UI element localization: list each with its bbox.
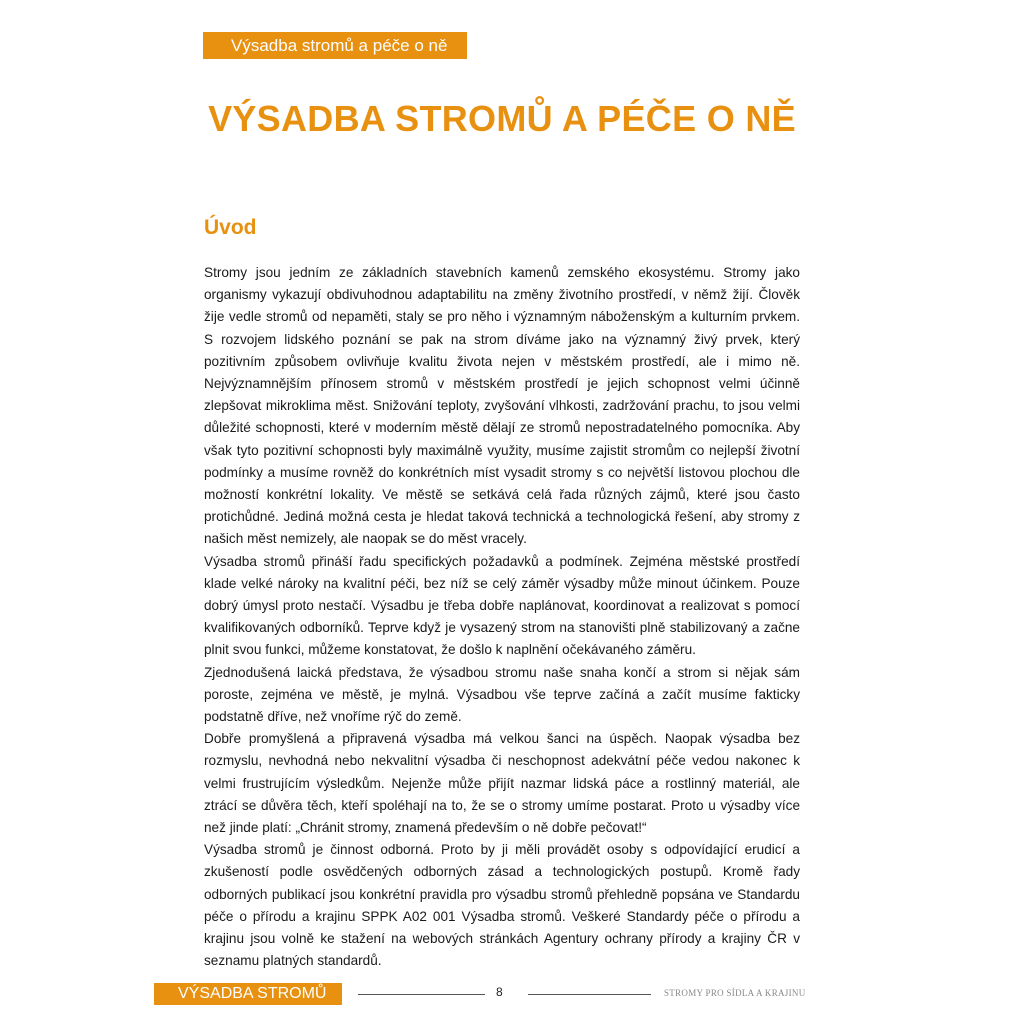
paragraph: Výsadba stromů přináší řadu specifických požadavků a podmínek. Zejména městské prostředí klade velké nároky na kvalitní péči, bez níž se celý záměr výsadby může minout účinkem. Pouze dobrý úmysl proto nestačí. Výsadbu je třeba dobře naplánovat, koordinovat a realizovat s pomocí kvalifikovaných odborníků. Teprve když je vysazený strom na stanovišti plně stabilizovaný a začne plnit svou funkci, můžeme konstatovat, že došlo k naplnění očekávaného záměru. xyxy=(204,553,800,658)
paragraph: Stromy jsou jedním ze základních stavebních kamenů zemského ekosystému. Stromy jako organismy vykazují obdivuhodnou adaptabilitu na změny životního prostředí, v němž žijí. Člověk žije vedle stromů od nepaměti, staly se pro něho i významným náboženským a kulturním prvkem. S rozvojem lidského poznání se pak na strom díváme jako na významný živý prvek, který pozitivním způsobem ovlivňuje kvalitu života nejen v městském prostředí, ale i mimo ně. Nejvýznamnějším přínosem stromů v městském prostředí je jejich schopnost velmi účinně zlepšovat mikroklima měst. Snižování teploty, zvyšování vlhkosti, zadržování prachu, to jsou velmi důležité schopnosti, které v moderním městě dělají ze stromů nepostradatelného pomocníka. Aby však tyto pozitivní schopnosti byly maximálně využity, musíme zajistit stromům co nejlepší životní podmínky a musíme rovněž do konkrétních míst vysadit stromy s co největší listovou plochou dle možností konkrétní lokality. Ve městě se setkává celá řada různých zájmů, které jsou často protichůdné. Jediná možná cesta je hledat taková technická a technologická řešení, aby stromy z našich měst nemizely, ale naopak se do měst vracely. xyxy=(204,265,800,547)
footer-divider-right xyxy=(528,994,651,995)
running-header: Výsadba stromů a péče o ně xyxy=(203,32,467,59)
page-number: 8 xyxy=(496,985,503,999)
footer-divider-left xyxy=(358,994,485,995)
paragraph: Dobře promyšlená a připravená výsadba má velkou šanci na úspěch. Naopak výsadba bez rozmyslu, nevhodná nebo nekvalitní výsadba či neschopnost adekvátní péče vedou nakonec k velmi frustrujícím výsledkům. Nejenže může přijít nazmar lidská páce a rostlinný materiál, ale ztrácí se důvěra těch, kteří spoléhají na to, že se o stromy umíme postarat. Proto u výsadby více než jinde platí: „Chránit stromy, znamená především o ně dobře pečovat!“ xyxy=(204,731,800,836)
paragraph: Výsadba stromů je činnost odborná. Proto by ji měli provádět osoby s odpovídající erudicí a zkušeností podle osvědčených odborných zásad a technologických postupů. Kromě řady odborných publikací jsou konkrétní pravidla pro výsadbu stromů přehledně popsána ve Standardu péče o přírodu a krajinu SPPK A02 001 Výsadba stromů. Veškeré Standardy péče o přírodu a krajinu jsou volně ke stažení na webových stránkách Agentury ochrany přírody a krajiny ČR v seznamu platných standardů. xyxy=(204,842,800,969)
footer-series-title: STROMY PRO SÍDLA A KRAJINU xyxy=(664,988,806,998)
footer-chapter-label: VÝSADBA STROMŮ xyxy=(154,983,342,1005)
body-text xyxy=(204,262,800,973)
paragraph: Zjednodušená laická představa, že výsadbou stromu naše snaha končí a strom si nějak sám poroste, zejména ve městě, je mylná. Výsadbou vše teprve začíná a začít musíme fakticky podstatně dříve, než vnoříme rýč do země. xyxy=(204,664,800,725)
page-title: VÝSADBA STROMŮ A PÉČE O NĚ xyxy=(208,98,796,139)
section-heading: Úvod xyxy=(204,216,257,239)
